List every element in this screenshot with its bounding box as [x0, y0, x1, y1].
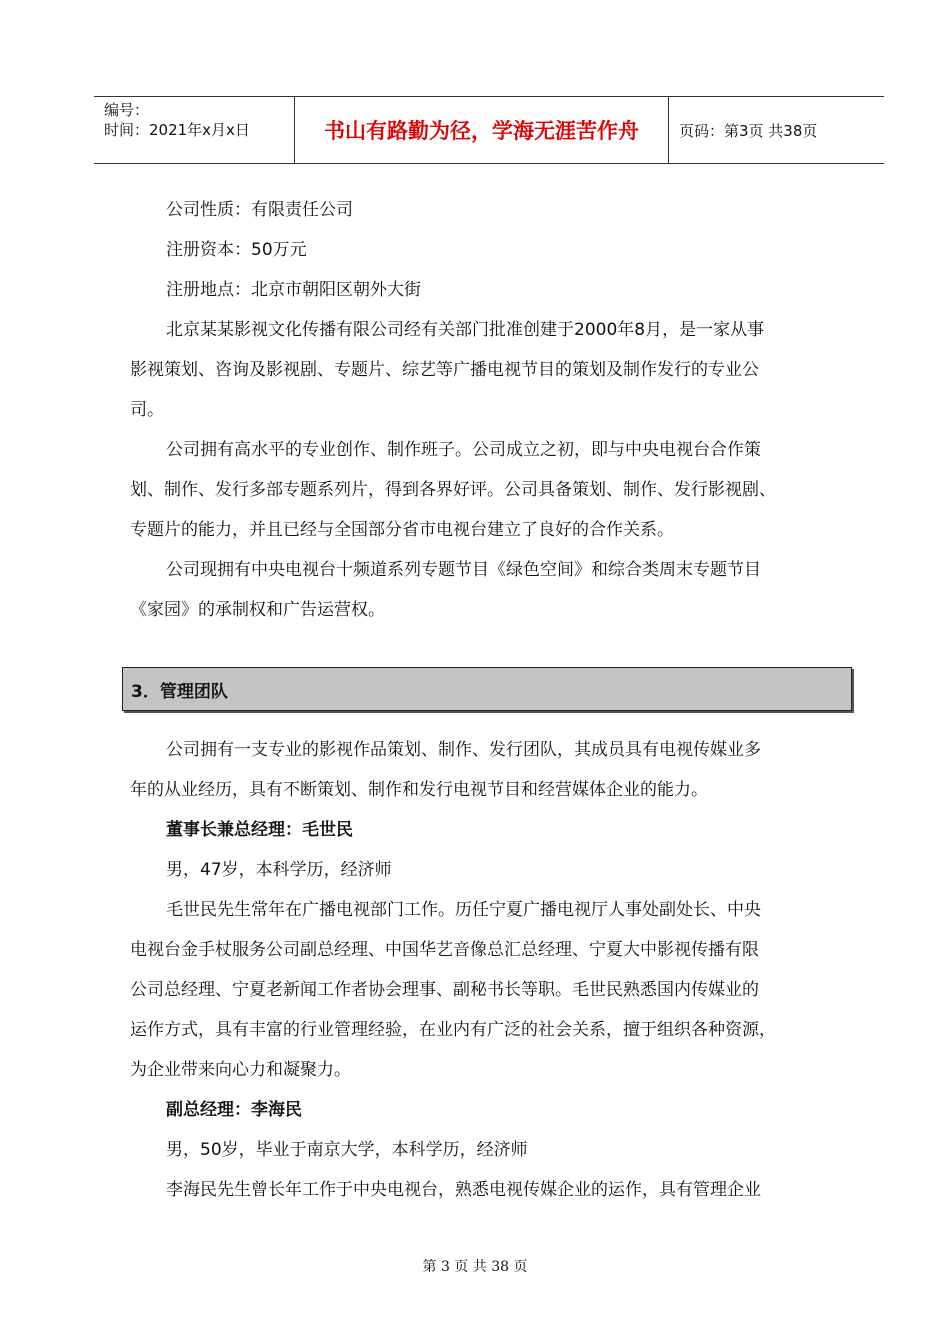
member2-bio [130, 1170, 850, 1210]
company-paragraph-1 [130, 310, 850, 430]
text-line: 毛世民先生常年在广播电视部门工作。历任宁夏广播电视厅人事处副处长、中央 [166, 900, 761, 920]
header-motto: 书山有路勤为径，学海无涯苦作舟 [295, 97, 669, 163]
text-line: 公司拥有高水平的专业创作、制作班子。公司成立之初，即与中央电视台合作策 [166, 440, 761, 460]
text-line: 北京某某影视文化传播有限公司经有关部门批准创建于2000年8月，是一家从事 [166, 320, 765, 340]
serial-label: 编号： [104, 101, 150, 119]
header-page-label: 页码：第3页 共38页 [679, 121, 818, 140]
member2-title: 副总经理：李海民 [166, 1100, 302, 1120]
page-footer: 第 3 页 共 38 页 [422, 1259, 528, 1275]
text-line: 李海民先生曾长年工作于中央电视台，熟悉电视传媒企业的运作，具有管理企业 [166, 1180, 761, 1200]
text-line: 公司总经理、宁夏老新闻工作者协会理事、副秘书长等职。毛世民熟悉国内传媒业的 [130, 980, 759, 1000]
registered-capital: 注册资本：50万元 [166, 240, 307, 260]
text-line: 为企业带来向心力和凝聚力。 [130, 1060, 351, 1080]
registered-address: 注册地点：北京市朝阳区朝外大街 [166, 280, 421, 300]
text-line: 司。 [130, 400, 164, 420]
team-info [130, 730, 850, 1210]
text-line: 划、制作、发行多部专题系列片，得到各界好评。公司具备策划、制作、发行影视剧、 [130, 480, 776, 500]
text-line: 电视台金手杖服务公司副总经理、中国华艺音像总汇总经理、宁夏大中影视传播有限 [130, 940, 759, 960]
text-line: 年的从业经历，具有不断策划、制作和发行电视节目和经营媒体企业的能力。 [130, 780, 708, 800]
header-meta [94, 97, 295, 163]
company-paragraph-3 [130, 550, 850, 630]
page-header [94, 96, 884, 164]
text-line: 公司现拥有中央电视台十频道系列专题节目《绿色空间》和综合类周末专题节目 [166, 560, 761, 580]
team-intro [130, 730, 850, 810]
company-info [130, 190, 850, 630]
text-line: 专题片的能力，并且已经与全国部分省市电视台建立了良好的合作关系。 [130, 520, 674, 540]
section-heading: 3．管理团队 [122, 667, 852, 711]
text-line: 《家园》的承制权和广告运营权。 [130, 600, 385, 620]
text-line: 运作方式，具有丰富的行业管理经验，在业内有广泛的社会关系，擅于组织各种资源， [130, 1020, 776, 1040]
company-paragraph-2 [130, 430, 850, 550]
text-line: 公司拥有一支专业的影视作品策划、制作、发行团队，其成员具有电视传媒业多 [166, 740, 761, 760]
text-line: 影视策划、咨询及影视剧、专题片、综艺等广播电视节目的策划及制作发行的专业公 [130, 360, 759, 380]
company-type: 公司性质：有限责任公司 [166, 200, 353, 220]
time-label: 时间：2021年x月x日 [104, 121, 250, 139]
member1-info: 男，47岁，本科学历，经济师 [166, 860, 392, 880]
member1-title: 董事长兼总经理：毛世民 [166, 820, 353, 840]
member2-info: 男，50岁，毕业于南京大学，本科学历，经济师 [166, 1140, 528, 1160]
member1-bio [130, 890, 850, 1090]
